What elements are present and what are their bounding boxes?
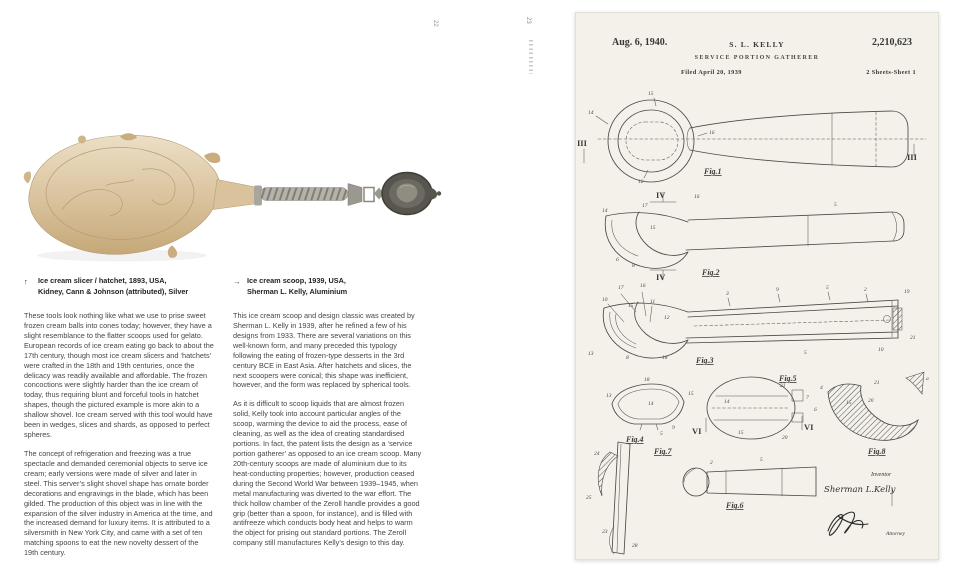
- section-marker-VI-left: VI: [692, 426, 702, 436]
- ref-num: 5: [660, 431, 663, 437]
- fig3-label: Fig.3: [696, 356, 714, 365]
- patent-number: 2,210,623: [872, 37, 912, 48]
- ref-num: 24: [594, 451, 600, 457]
- right-arrow-icon: →: [233, 277, 241, 286]
- paragraph: This ice cream scoop and design classic was created by Sherman L. Kelly in 1939, after he refined a few of his designs from 1933. There are several variations on this well-known form, and many preceded this typology following the eating of frozen-type desserts in the 3rd century BCE in East Asia. After hatchets and slices, the next scoopers were conical; this shape was inefficient, however, and the form was replaced by spherical tools.: [233, 311, 415, 390]
- body-column-left: [24, 311, 214, 567]
- caption-scoop: [233, 276, 431, 298]
- ref-num: 9: [776, 287, 779, 293]
- twisted-stem: [213, 180, 384, 210]
- up-arrow-icon: ↑: [24, 277, 28, 286]
- caption-line: Sherman L. Kelly, Aluminium: [247, 286, 348, 296]
- ref-num: 18: [662, 355, 668, 361]
- ref-num: 25: [586, 495, 592, 501]
- caption-hatchet-text: [38, 276, 188, 298]
- patent-filed-date: Filed April 20, 1939: [681, 69, 742, 76]
- paragraph: These tools look nothing like what we use to prise sweet frozen cream balls into cones today; however, they have a slight resemblance to the flatter scoops used for gelato. European records of ice cream eating go back to about the 17th century, though most ice cream slicers and ‘hatchets’ were crafted in the 18th and 19th centuries, once the delicacy was readily available and affordable. The frozen concoctions were slightly harder than the ice cream of today, thus requiring blunt and forceful tools in hatchet shapes, though the pictured example is more akin to a shallow shovel. Ice cream served with this tool would have been in wedges, slices and shards, as opposed to perfect spheres.: [24, 311, 214, 440]
- caption-line: Kidney, Cann & Johnson (attributed), Silver: [38, 286, 189, 296]
- ref-num: 20: [868, 398, 874, 404]
- fig4-bowl-section: [606, 377, 694, 444]
- ref-num: 10: [878, 347, 884, 353]
- body-column-right: [233, 311, 423, 557]
- ref-num: 7: [806, 395, 809, 401]
- caption-line: Ice cream slicer / hatchet, 1893, USA,: [38, 276, 167, 285]
- ref-num: 15: [846, 400, 852, 406]
- paragraph: The concept of refrigeration and freezing was a true spectacle and demanded ceremonial objects to serve ice cream; early versions were made of silver and later in steel. This server’s slight shovel shape has ornate border decorations and engravings in the blade, which has been gilded. The production of this object was in line with the expansion of the silver industry in America at the time, and the increased demand for luxury items. It is attributed to a silversmith in New York City, and came with a set of ten matching spoons to eat the new novelty dessert of the 19th century.: [24, 448, 213, 558]
- ref-num: 15: [628, 303, 634, 309]
- patent-title: SERVICE PORTION GATHERER: [694, 55, 820, 61]
- attorney-label: Attorney: [886, 531, 905, 537]
- fig4-label: Fig.4: [626, 435, 644, 444]
- fig2-side-view: [602, 190, 904, 282]
- fig8-label: Fig.8: [868, 447, 886, 456]
- ref-num: 15: [688, 391, 694, 397]
- ref-num: 15: [738, 430, 744, 436]
- inventor-name: Sherman L.Kelly: [824, 485, 896, 495]
- fig6-label: Fig.6: [726, 501, 744, 510]
- caption-scoop-text: [247, 276, 347, 298]
- section-marker-III-right: III: [907, 152, 917, 162]
- ref-num: 16: [640, 283, 646, 289]
- ref-num: 10: [602, 297, 608, 303]
- ref-num: 16: [709, 130, 715, 136]
- patent-applicant: S. L. KELLY: [729, 40, 785, 49]
- ref-num: 6: [814, 407, 817, 413]
- fig7-label: Fig.7: [654, 447, 672, 456]
- ref-num: 21: [780, 383, 786, 389]
- ref-num: 5: [834, 202, 837, 208]
- fig7-handle-detail: [586, 442, 673, 554]
- patent-sheet-count: 2 Sheets-Sheet 1: [866, 69, 916, 76]
- ref-num: 14: [588, 110, 594, 116]
- patent-date: Aug. 6, 1940.: [612, 37, 668, 48]
- section-marker-IV-top: IV: [656, 190, 666, 200]
- caption-hatchet: [24, 276, 222, 298]
- medallion-finial: [382, 173, 441, 215]
- fig5-bowl-plan: [692, 374, 817, 441]
- paragraph: As it is difficult to scoop liquids that are almost frozen solid, Kelly took into account particular angles of the scoop, warming the device to aid the process, ease of cleaning, as well as the idea of creating standardised portions. In fact, the patent lists the design as a ‘service portion gatherer’ as opposed to an ice cream scoop. Many 20th-century scoops are made of aluminium due to its heat-conducting properties; however, production ceased during the Second World War between 1939–1945, when metal manufacturing was diverted to the war effort. The thick hollow chamber of the Zeroll handle provides a good grip (better than a spoon, for instance), and is filled with antifreeze which conducts body heat and helps to warm the object for prising out standard portions. The Zeroll company still manufactures Kelly’s design to this day.: [233, 399, 422, 548]
- ref-num: 15: [648, 91, 654, 97]
- section-marker-IV-bottom: IV: [656, 272, 666, 282]
- ref-num: 13: [588, 351, 594, 357]
- ref-num: 21: [910, 335, 916, 341]
- ref-num: 12: [664, 315, 670, 321]
- ref-num: 2: [864, 287, 867, 293]
- ref-num: 15: [650, 225, 656, 231]
- fig2-label: Fig.2: [702, 268, 720, 277]
- section-marker-III-left: III: [577, 138, 587, 148]
- inventor-label: Inventor: [871, 472, 892, 478]
- ref-num: 12: [638, 179, 644, 185]
- ref-num: 18: [644, 377, 650, 383]
- attorney-signature: [828, 512, 868, 535]
- gilded-blade: [24, 133, 221, 258]
- ref-num: 19: [904, 289, 910, 295]
- ice-cream-slicer-photo: [22, 128, 442, 266]
- ref-num: 21: [874, 380, 880, 386]
- ref-num: 28: [632, 543, 638, 549]
- ref-num: 20: [782, 435, 788, 441]
- ref-num: 5: [826, 285, 829, 291]
- ref-num: 14: [724, 399, 730, 405]
- fig1-plan-view: [577, 91, 926, 185]
- ref-num: 6: [616, 257, 619, 263]
- spine-chapter-text: [529, 40, 533, 74]
- ref-num: 4: [820, 385, 823, 391]
- ref-num: 5: [760, 457, 763, 463]
- inventor-block: [824, 472, 905, 537]
- ref-num: 2: [710, 460, 713, 466]
- fig8-lip-section: [820, 372, 929, 456]
- fig1-label: Fig.1: [704, 167, 722, 176]
- ref-num: 23: [602, 529, 608, 535]
- ref-num: 3: [726, 291, 729, 297]
- fig5-label: Fig.5: [779, 374, 797, 383]
- patent-drawing: [576, 86, 938, 556]
- ref-num: 11: [650, 299, 656, 305]
- ref-num: 14: [648, 401, 654, 407]
- page-number-left: 22: [432, 20, 438, 27]
- ref-num: 8: [632, 263, 635, 269]
- ref-num: 17: [618, 285, 624, 291]
- caption-line: Ice cream scoop, 1939, USA,: [247, 276, 346, 285]
- ref-num: 14: [602, 208, 608, 214]
- fig3-section-view: [588, 283, 916, 365]
- ref-num: 5: [804, 350, 807, 356]
- ref-num: 17: [642, 203, 648, 209]
- ref-num: 13: [606, 393, 612, 399]
- ref-num: a: [926, 376, 929, 382]
- fig6-handle-elevation: [683, 457, 816, 510]
- ref-num: 16: [694, 194, 700, 200]
- page-number-right: 23: [525, 17, 531, 24]
- section-marker-VI-right: VI: [804, 422, 814, 432]
- patent-sheet: [575, 12, 939, 560]
- ref-num: 9: [672, 425, 675, 431]
- ref-num: 8: [626, 355, 629, 361]
